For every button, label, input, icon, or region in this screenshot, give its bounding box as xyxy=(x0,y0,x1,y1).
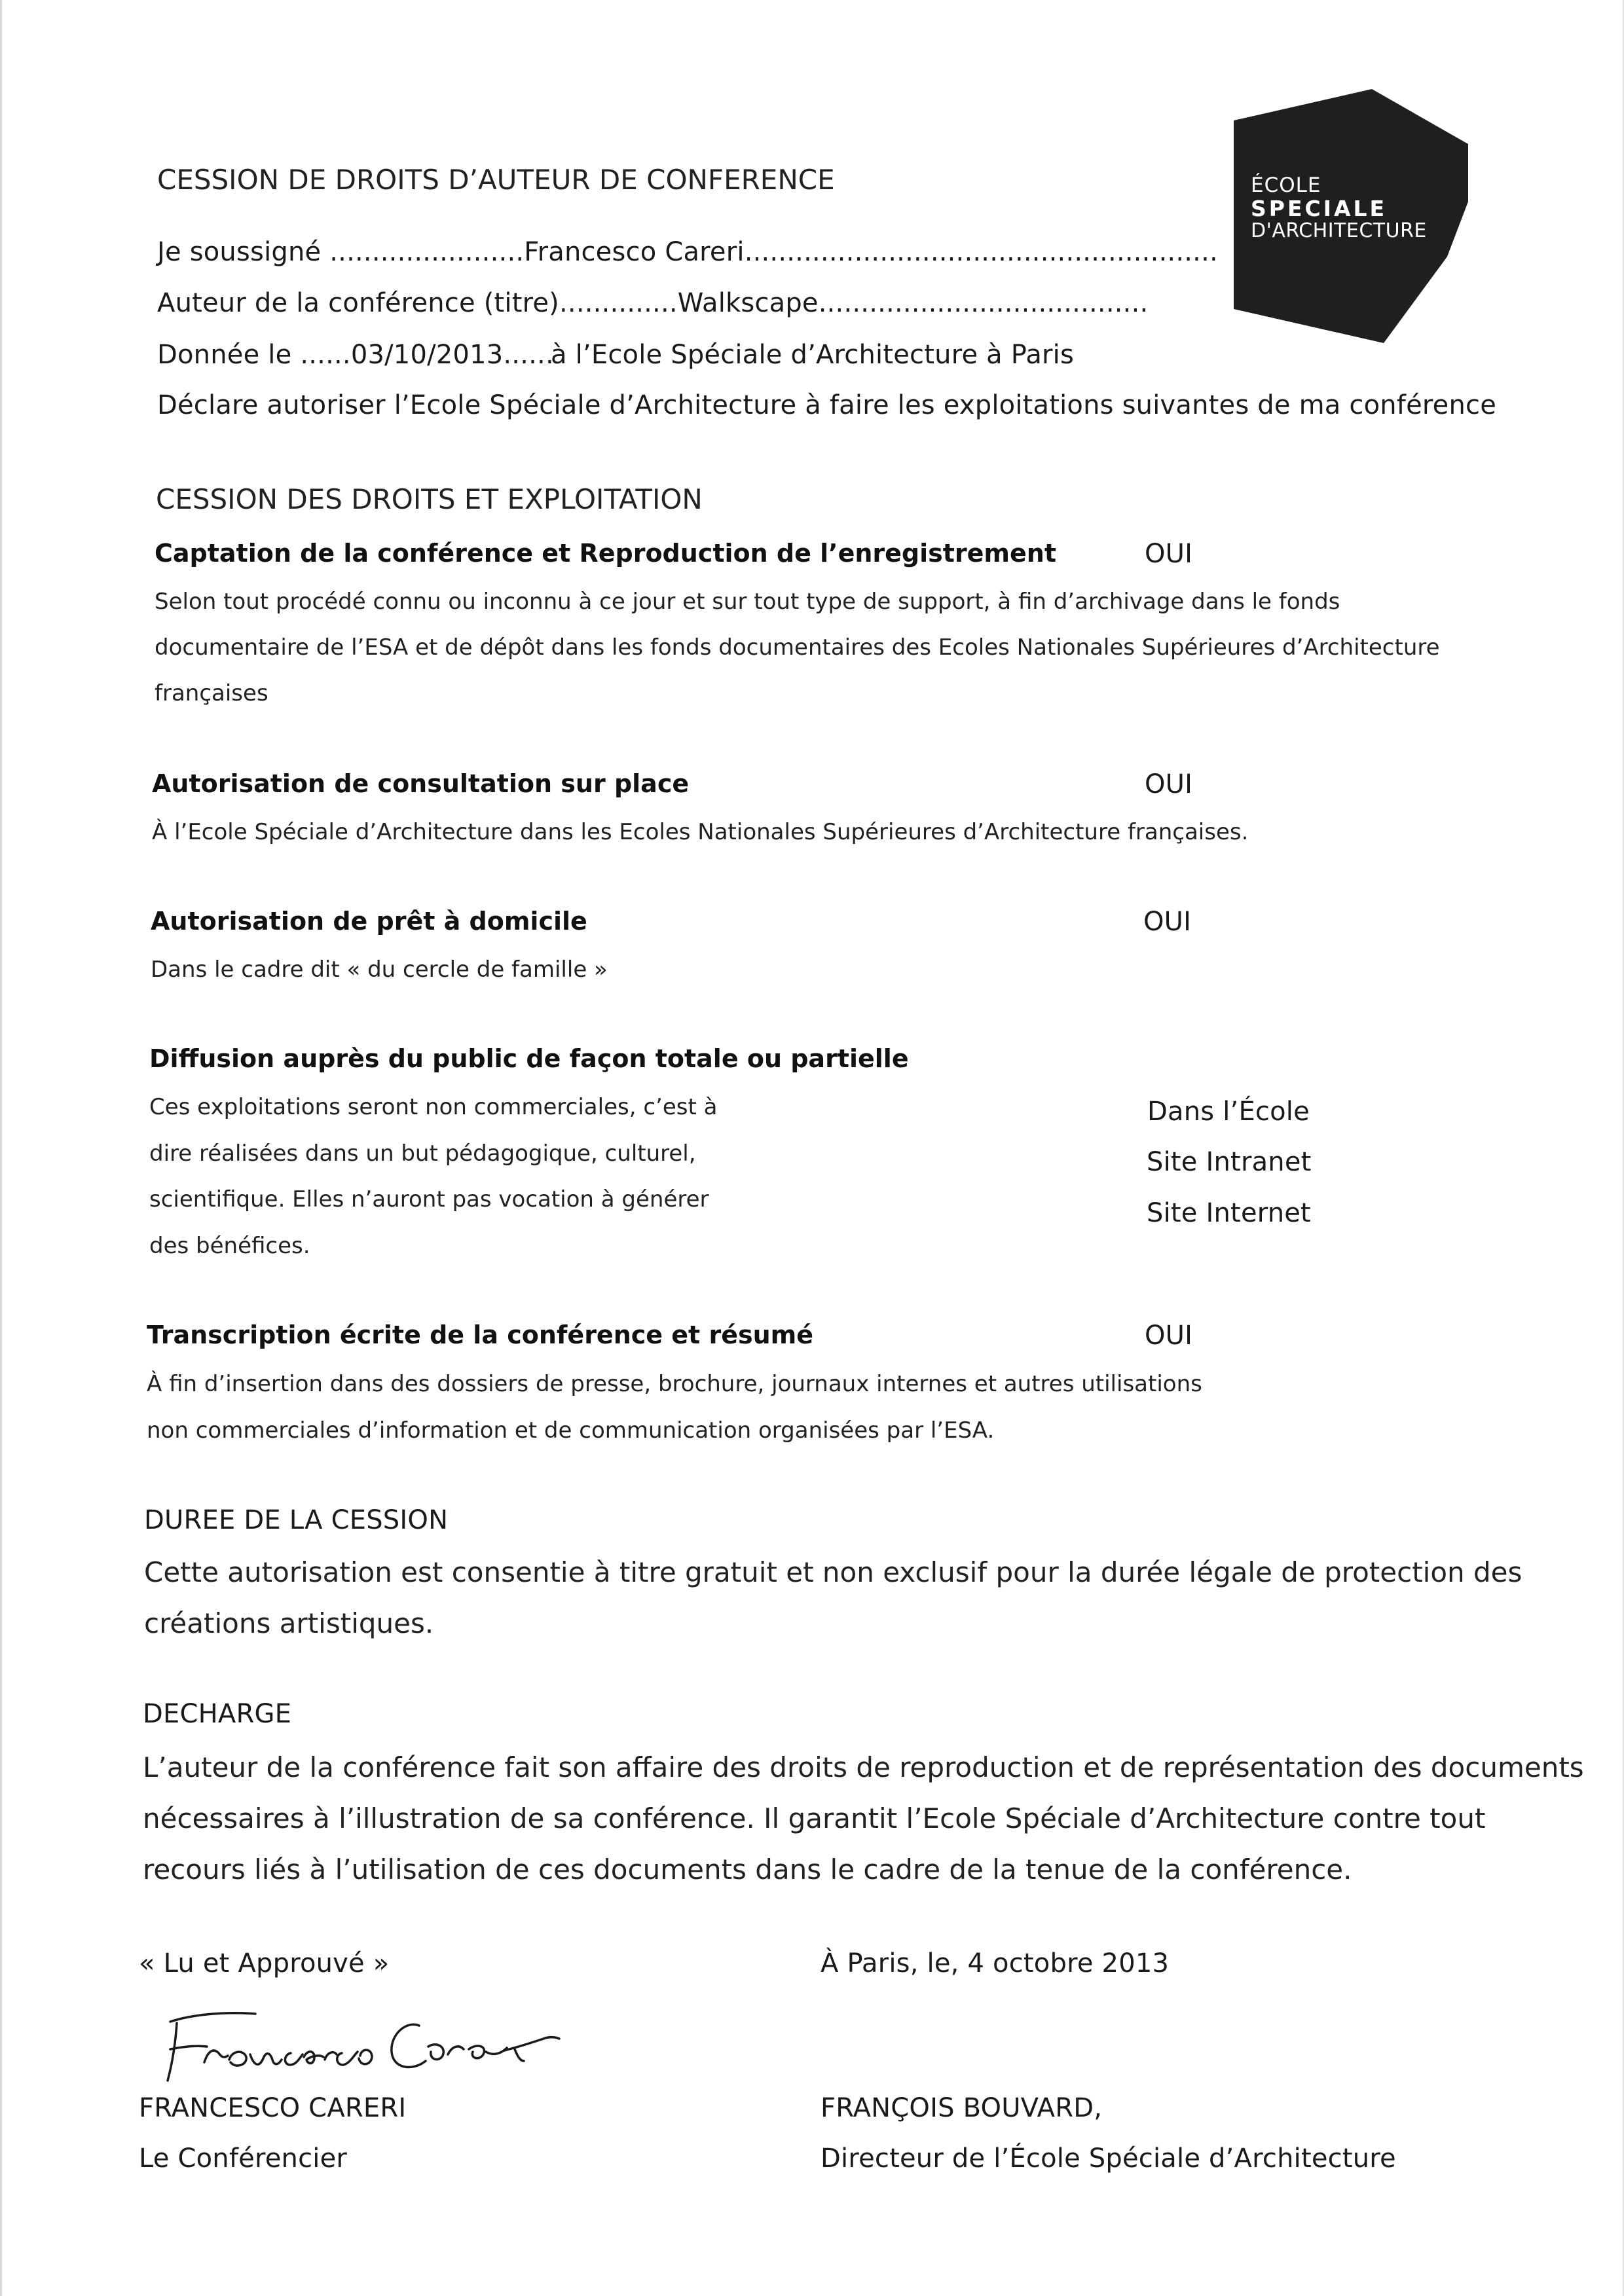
transcription-answer: OUI xyxy=(1145,1321,1193,1351)
duree-line-1: Cette autorisation est consentie à titre gratuit et non exclusif pour la durée légale de protection des xyxy=(144,1556,1522,1588)
logo-line-ecole: ÉCOLE xyxy=(1251,173,1321,197)
diffusion-line-2: dire réalisées dans un but pédagogique, culturel, xyxy=(149,1140,696,1167)
logo-line-architecture: D'ARCHITECTURE xyxy=(1251,219,1427,242)
diffusion-option-internet: Site Internet xyxy=(1147,1198,1311,1228)
consultation-answer: OUI xyxy=(1145,769,1193,799)
intro-soussigne: Je soussigné .......................Francesco Careri........................................................ xyxy=(157,237,1218,267)
diffusion-line-3: scientifique. Elles n’auront pas vocation à générer xyxy=(149,1186,709,1212)
transcription-line-2: non commerciales d’information et de communication organisées par l’ESA. xyxy=(147,1417,995,1444)
captation-heading: Captation de la conférence et Reproduction de l’enregistrement xyxy=(155,539,1057,568)
intro-declare: Déclare autoriser l’Ecole Spéciale d’Architecture à faire les exploitations suivantes de ma conférence xyxy=(157,390,1497,420)
consultation-heading: Autorisation de consultation sur place xyxy=(152,769,690,798)
author-name: FRANCESCO CARERI xyxy=(139,2093,407,2123)
diffusion-heading: Diffusion auprès du public de façon totale ou partielle xyxy=(149,1044,909,1073)
captation-line-2: documentaire de l’ESA et de dépôt dans les fonds documentaires des Ecoles Nationales Supérieures d’Architecture xyxy=(155,634,1440,661)
decharge-line-2: nécessaires à l’illustration de sa conférence. Il garantit l’Ecole Spéciale d’Architecture contre tout xyxy=(143,1802,1486,1834)
document-title: CESSION DE DROITS D’AUTEUR DE CONFERENCE xyxy=(157,164,835,196)
place-and-date: À Paris, le, 4 octobre 2013 xyxy=(821,1948,1170,1978)
director-name: FRANÇOIS BOUVARD, xyxy=(821,2093,1103,2123)
diffusion-line-1: Ces exploitations seront non commerciales, c’est à xyxy=(149,1094,718,1120)
diffusion-option-intranet: Site Intranet xyxy=(1147,1147,1312,1177)
decharge-line-3: recours liés à l’utilisation de ces documents dans le cadre de la tenue de la conférence. xyxy=(143,1853,1352,1886)
transcription-heading: Transcription écrite de la conférence et résumé xyxy=(147,1321,814,1349)
captation-line-3: françaises xyxy=(155,680,268,706)
pret-answer: OUI xyxy=(1143,907,1192,937)
esa-logo xyxy=(1231,86,1473,348)
section-title: CESSION DES DROITS ET EXPLOITATION xyxy=(156,483,703,515)
intro-lieu: à l’Ecole Spéciale d’Architecture à Paris xyxy=(551,340,1075,370)
lu-et-approuve: « Lu et Approuvé » xyxy=(139,1948,390,1978)
consultation-line-1: À l’Ecole Spéciale d’Architecture dans les Ecoles Nationales Supérieures d’Architecture françaises. xyxy=(152,819,1249,845)
diffusion-line-4: des bénéfices. xyxy=(149,1233,310,1259)
logo-line-speciale: SPECIALE xyxy=(1251,196,1388,221)
captation-line-1: Selon tout procédé connu ou inconnu à ce jour et sur tout type de support, à fin d’archivage dans le fonds xyxy=(155,589,1340,615)
decharge-line-1: L’auteur de la conférence fait son affaire des droits de reproduction et de représentation des documents xyxy=(143,1751,1584,1783)
transcription-line-1: À fin d’insertion dans des dossiers de presse, brochure, journaux internes et autres utilisations xyxy=(147,1371,1202,1397)
page-edge-left xyxy=(0,0,2,2296)
pret-line-1: Dans le cadre dit « du cercle de famille » xyxy=(151,957,608,983)
intro-donnee: Donnée le ......03/10/2013...... xyxy=(157,340,554,370)
intro-auteur: Auteur de la conférence (titre)..............Walkscape....................................... xyxy=(157,288,1149,318)
decharge-title: DECHARGE xyxy=(143,1699,292,1729)
diffusion-option-ecole: Dans l’École xyxy=(1147,1097,1310,1127)
author-role: Le Conférencier xyxy=(139,2143,348,2174)
captation-answer: OUI xyxy=(1145,539,1193,569)
pret-heading: Autorisation de prêt à domicile xyxy=(151,907,587,936)
duree-title: DUREE DE LA CESSION xyxy=(144,1505,449,1535)
handwritten-signature xyxy=(151,1984,570,2095)
director-role: Directeur de l’École Spéciale d’Architecture xyxy=(821,2143,1396,2174)
duree-line-2: créations artistiques. xyxy=(144,1607,434,1639)
